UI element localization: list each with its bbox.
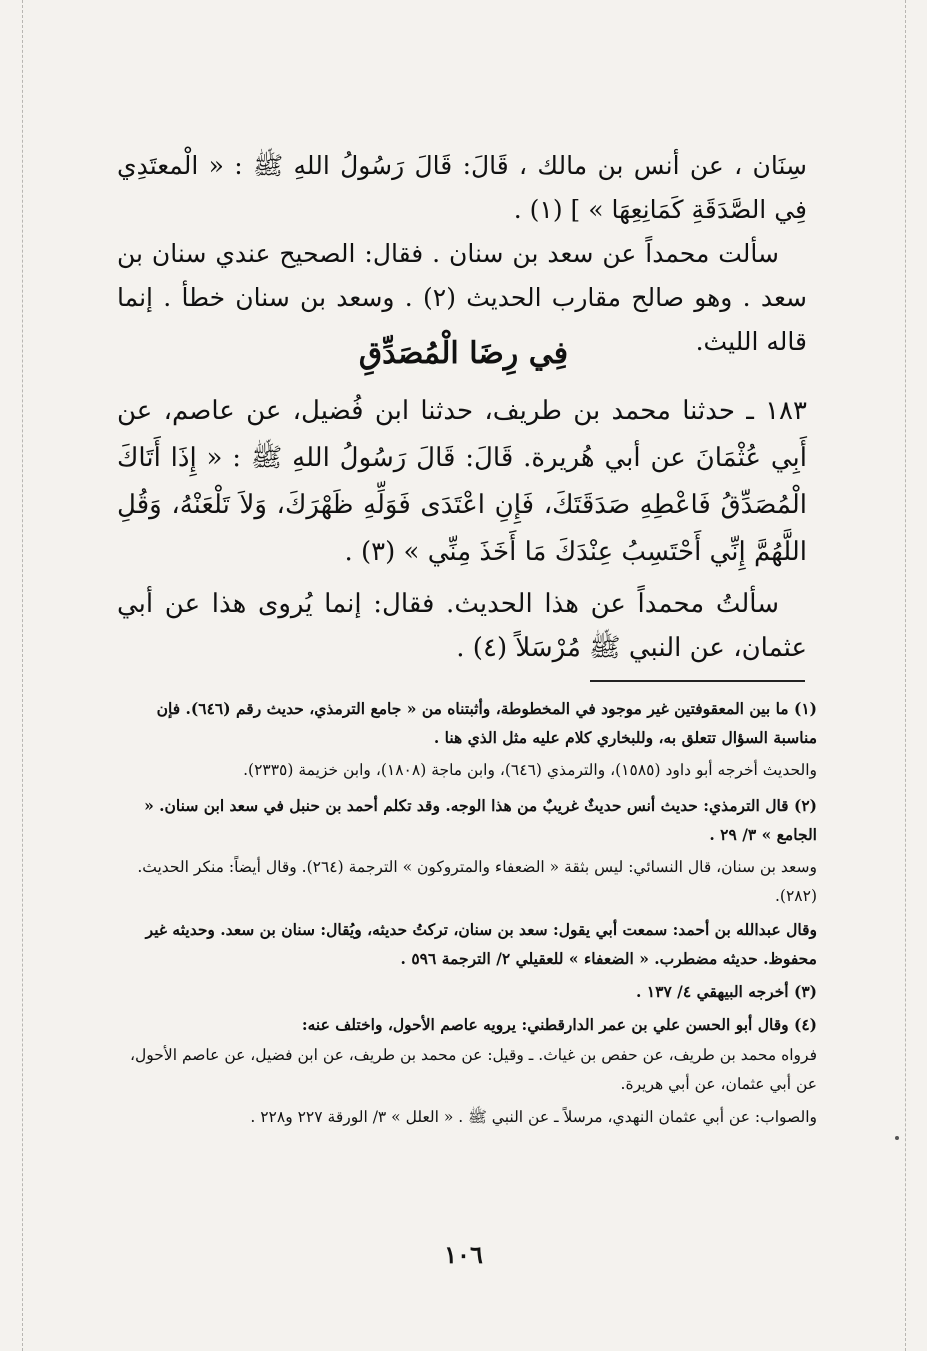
footnote: وسعد بن سنان، قال النسائي: ليس بثقة « الضعفاء والمتروكون » الترجمة (٢٦٤). وقال أيضاً: منكر الحديث. (٢٨٢).	[137, 858, 817, 905]
question-text: سألتُ محمداً عن هذا الحديث. فقال: إنما يُروى هذا عن أبي عثمان، عن النبي ﷺ مُرْسَلاً (٤) .	[117, 589, 807, 663]
hadith-text: ١٨٣ ـ حدثنا محمد بن طريف، حدثنا ابن فُضيل، عن عاصم، عن أَبِي عُثْمَانَ عن أبي هُريرة. قَالَ: قَالَ رَسُولُ اللهِ ﷺ : « إِذَا أَتَاكَ الْمُصَدِّقُ فَاعْطِهِ صَدَقَتَكَ، فَإِنِ اعْتَدَى فَوَلِّهِ ظَهْرَكَ، وَلاَ تَلْعَنْهُ، وَقُلِ اللَّهُمَّ إِنِّي أَحْتَسِبُ عِنْدَكَ مَا أَخَذَ مِنِّي » (٣) .	[117, 396, 807, 567]
scan-guide-line-right	[905, 0, 906, 1351]
footnote: وقال عبدالله بن أحمد: سمعت أبي يقول: سعد بن سنان، تركتُ حديثه، ويُقال: سنان بن سعد. وحديثه غير محفوظ. حديثه مضطرب. « الضعفاء » للعقيلي ٢/ الترجمة ٥٩٦ .	[145, 920, 817, 968]
footnotes	[117, 694, 817, 1132]
paragraph: سألت محمداً عن سعد بن سنان . فقال: الصحيح عندي سنان بن سعد . وهو صالح مقارب الحديث (٢) . وسعد بن سنان خطأ . إنما قاله الليث.	[117, 239, 807, 356]
footnote-separator	[590, 680, 805, 682]
section-heading: فِي رِضَا الْمُصَدِّقِ	[358, 336, 569, 371]
scan-speck	[895, 1136, 899, 1140]
footnote: والحديث أخرجه أبو داود (١٥٨٥)، والترمذي (٦٤٦)، وابن ماجة (١٨٠٨)، وابن خزيمة (٢٣٣٥).	[243, 761, 817, 779]
footnote: والصواب: عن أبي عثمان النهدي، مرسلاً ـ عن النبي ﷺ . « العلل » ٣/ الورقة ٢٢٧ و٢٢٨ .	[250, 1108, 817, 1126]
hadith-block	[117, 388, 807, 670]
paragraph: سِنَان ، عن أنس بن مالك ، قَالَ: قَالَ رَسُولُ اللهِ ﷺ : « الْمعتَدِي فِي الصَّدَقَةِ كَمَانِعِهَا » ] (١) .	[117, 151, 807, 224]
footnote: (٢) قال الترمذي: حديث أنس حديثٌ غريبٌ من هذا الوجه. وقد تكلم أحمد بن حنبل في سعد ابن سنان. « الجامع » ٣/ ٢٩ .	[144, 796, 817, 844]
footnote: فرواه محمد بن طريف، عن حفص بن غياث. ـ وقيل: عن محمد بن طريف، عن ابن فضيل، عن عاصم الأحول، عن أبي عثمان، عن أبي هريرة.	[130, 1046, 817, 1093]
footnote: (١) ما بين المعقوفتين غير موجود في المخطوطة، وأثبتناه من « جامع الترمذي، حديث رقم (٦٤٦). فإن مناسبة السؤال تتعلق به، وللبخاري كلام عليه مثل الذي هنا .	[156, 699, 817, 747]
page-number: ١٠٦	[444, 1240, 483, 1269]
top-paragraphs	[117, 144, 807, 364]
footnote: (٣) أخرجه البيهقي ٤/ ١٣٧ .	[636, 982, 817, 1001]
footnote: (٤) وقال أبو الحسن علي بن عمر الدارقطني: يرويه عاصم الأحول، واختلف عنه:	[301, 1015, 817, 1034]
scan-guide-line-left	[22, 0, 23, 1351]
